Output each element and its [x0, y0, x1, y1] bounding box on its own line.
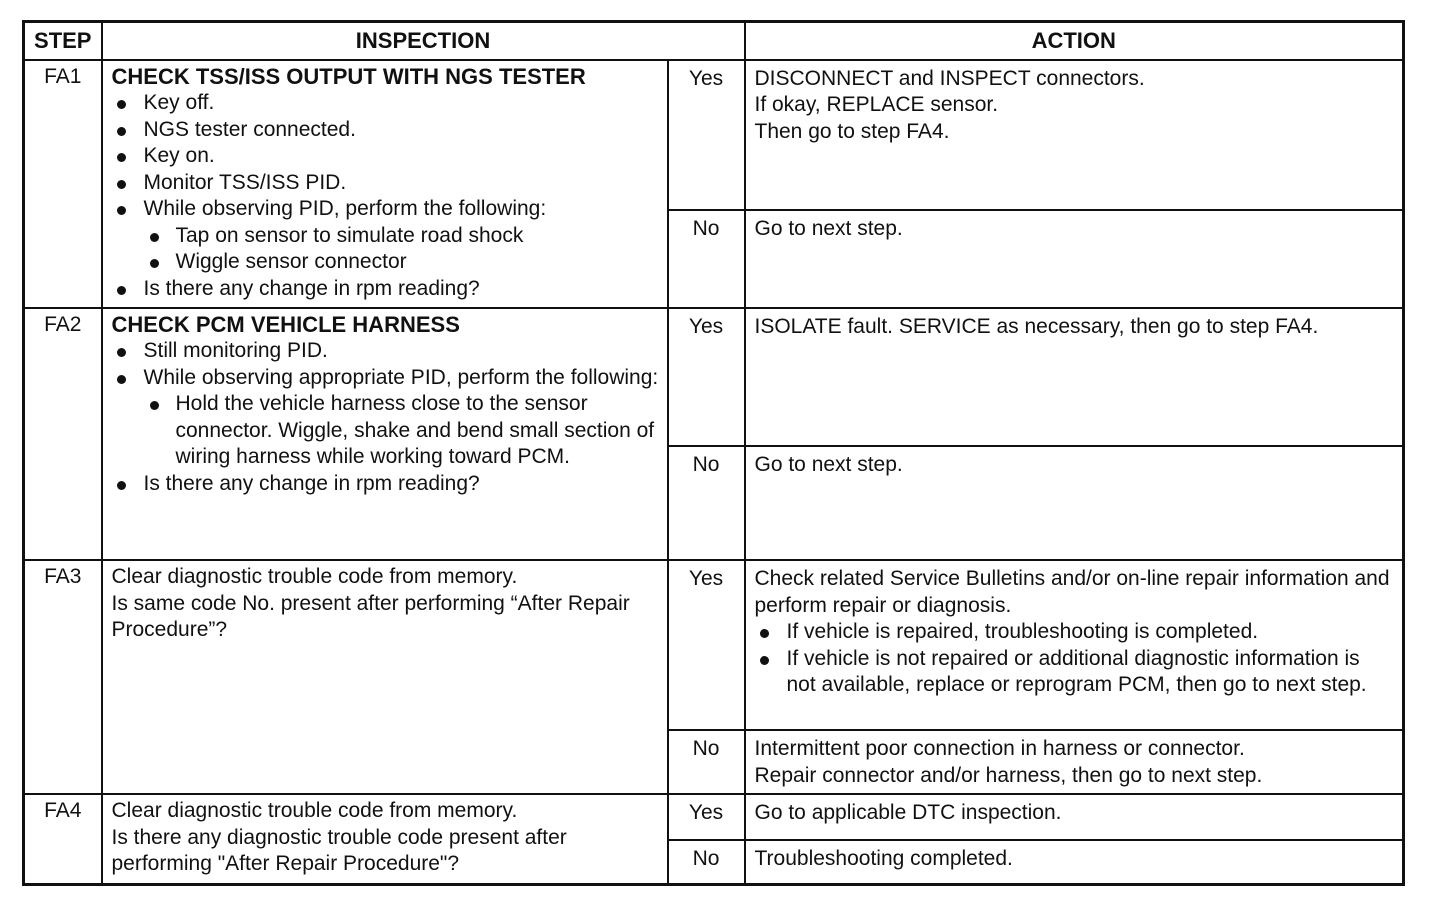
question-item: Is there any change in rpm reading? — [112, 276, 659, 303]
step-id: FA3 — [24, 560, 102, 794]
yes-label: Yes — [668, 60, 745, 210]
list-item: Monitor TSS/ISS PID. — [112, 170, 659, 197]
no-label: No — [668, 730, 745, 794]
bullet-list — [755, 619, 1395, 699]
header-action: ACTION — [745, 22, 1404, 60]
no-label: No — [668, 210, 745, 308]
step-id: FA4 — [24, 794, 102, 884]
action-yes — [745, 560, 1404, 730]
action-line: Troubleshooting completed. — [754, 847, 1013, 871]
yes-label: Yes — [668, 794, 745, 840]
action-no — [745, 446, 1404, 560]
inspection-title: CHECK TSS/ISS OUTPUT WITH NGS TESTER — [111, 63, 586, 89]
action-line: Repair connector and/or harness, then go to next step. — [754, 763, 1263, 787]
list-item: Key on. — [112, 143, 659, 170]
list-item: If vehicle is repaired, troubleshooting is completed. — [755, 619, 1395, 646]
inspection-cell — [102, 794, 668, 884]
action-line: Then go to step FA4. — [754, 119, 950, 143]
inspection-line: Clear diagnostic trouble code from memory. — [111, 799, 518, 823]
list-item: Still monitoring PID. — [112, 338, 659, 365]
header-row — [24, 22, 1404, 60]
inspection-cell — [102, 560, 668, 794]
action-yes — [745, 794, 1404, 840]
action-yes — [745, 308, 1404, 446]
sub-list-item: Hold the vehicle harness close to the sensor connector. Wiggle, shake and bend small section of wiring harness while working toward PCM. — [144, 391, 659, 471]
bullet-list — [112, 90, 659, 302]
action-no — [745, 210, 1404, 308]
question-item: Is there any change in rpm reading? — [112, 471, 659, 498]
sub-bullet-list — [144, 391, 659, 471]
header-step: STEP — [24, 22, 102, 60]
list-item: NGS tester connected. — [112, 117, 659, 144]
list-item — [112, 196, 659, 276]
action-line: If okay, REPLACE sensor. — [754, 93, 999, 116]
action-yes — [745, 60, 1404, 210]
action-line: Go to next step. — [754, 452, 903, 476]
action-line: ISOLATE fault. SERVICE as necessary, then go to step FA4. — [754, 314, 1319, 338]
inspection-cell — [102, 60, 668, 308]
sub-list-item: Wiggle sensor connector — [144, 249, 659, 276]
list-item-text: While observing PID, perform the following: — [143, 197, 547, 220]
list-item-text: While observing appropriate PID, perform the following: — [143, 365, 659, 389]
inspection-line: Is there any diagnostic trouble code present after performing "After Repair Procedure"? — [111, 825, 567, 876]
diagnostic-table — [22, 20, 1405, 886]
list-item: Key off. — [112, 90, 659, 117]
inspection-line: Clear diagnostic trouble code from memory. — [111, 565, 518, 589]
list-item — [112, 365, 659, 471]
inspection-cell — [102, 308, 668, 560]
action-line: Check related Service Bulletins and/or on-line repair information and perform repair or diagnosis. — [754, 567, 1390, 617]
action-no — [745, 730, 1404, 794]
table-row — [24, 794, 1404, 840]
no-label: No — [668, 446, 745, 560]
sub-bullet-list — [144, 223, 659, 276]
action-line: Intermittent poor connection in harness or connector. — [754, 737, 1245, 761]
sub-list-item: Tap on sensor to simulate road shock — [144, 223, 659, 250]
step-id: FA2 — [24, 308, 102, 560]
step-id: FA1 — [24, 60, 102, 308]
action-no — [745, 840, 1404, 884]
table-row — [24, 60, 1404, 210]
header-inspection: INSPECTION — [102, 22, 745, 60]
bullet-list — [112, 338, 659, 497]
yes-label: Yes — [668, 560, 745, 730]
yes-label: Yes — [668, 308, 745, 446]
inspection-title: CHECK PCM VEHICLE HARNESS — [111, 311, 460, 337]
table-row — [24, 308, 1404, 446]
action-line: DISCONNECT and INSPECT connectors. — [754, 66, 1145, 90]
inspection-line: Is same code No. present after performing “After Repair Procedure”? — [111, 591, 630, 642]
action-line: Go to next step. — [754, 216, 903, 240]
no-label: No — [668, 840, 745, 884]
action-line: Go to applicable DTC inspection. — [754, 801, 1062, 825]
table-row — [24, 560, 1404, 730]
list-item: If vehicle is not repaired or additional diagnostic information is not available, replace or reprogram PCM, then go to next step. — [755, 646, 1395, 699]
